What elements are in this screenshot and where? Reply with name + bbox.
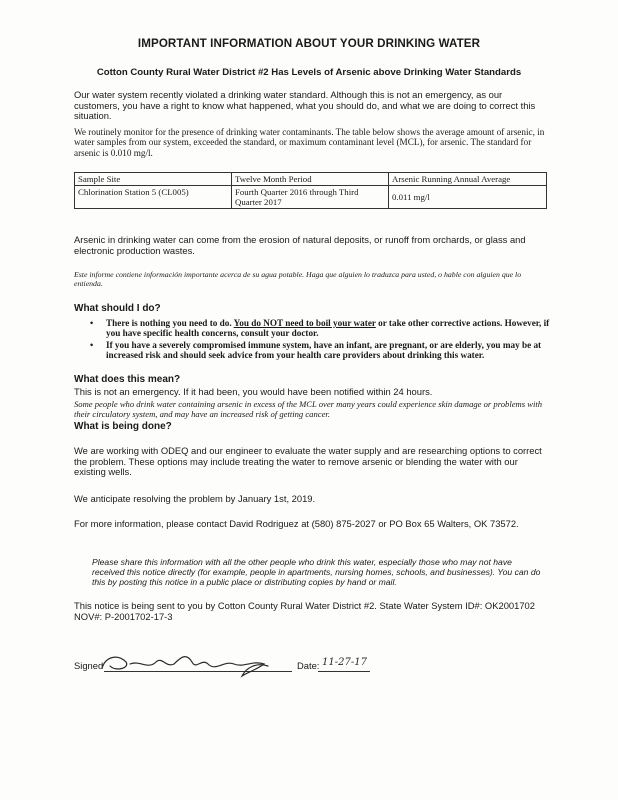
arsenic-source-paragraph: Arsenic in drinking water can come from the erosion of natural deposits, or runoff from orchards, or glass and electronic production wastes. (74, 234, 526, 256)
table-cell: 0.011 mg/l (389, 186, 547, 209)
being-done-text: We are working with ODEQ and our engineer to evaluate the water supply and are researching options to correct the problem. These options may include treating the water to remove arsenic or blending the water with our existing wells. (74, 445, 542, 478)
table-header-row (75, 173, 547, 186)
list-item: • If you have a severely compromised immune system, have an infant, are pregnant, or are elderly, you may be at increased risk and should seek advice from your health care providers about drinking this water. (90, 339, 542, 361)
bullet-icon: • (90, 339, 94, 350)
handwritten-signature-icon (96, 642, 286, 682)
anticipate-text: We anticipate resolving the problem by January 1st, 2019. (74, 493, 316, 504)
table-cell: Chlorination Station 5 (CL005) (75, 186, 232, 209)
table-header: Sample Site (75, 173, 232, 186)
what-should-heading: What should I do? (74, 303, 161, 314)
contact-text: For more information, please contact David Rodriguez at (580) 875-2027 or PO Box 65 Walters, OK 73572. (74, 518, 519, 529)
list-item: • There is nothing you need to do. You do NOT need to boil your water or take other corrective actions. However, if you have specific health concerns, consult your doctor. (90, 318, 550, 339)
what-mean-heading: What does this mean? (74, 374, 181, 385)
being-done-heading: What is being done? (74, 421, 172, 432)
boil-water-emphasis: You do NOT need to boil your water (233, 318, 376, 328)
health-effects-text: Some people who drink water containing arsenic in excess of the MCL over many years could experience skin damage or problems with their circulatory system, and may have an increased risk of getting cancer. (74, 399, 543, 419)
monitor-paragraph: We routinely monitor for the presence of drinking water contaminants. The table below shows the average amount of arsenic, in water samples from our system, exceeded the standard, or maximum contaminant level (MCL), for arsenic. The standard for arsenic is 0.010 mg/l. (74, 127, 545, 158)
date-label: Date: (297, 660, 320, 671)
table-header: Arsenic Running Annual Average (389, 173, 547, 186)
page-title: IMPORTANT INFORMATION ABOUT YOUR DRINKING WATER (137, 37, 481, 50)
what-mean-text: This is not an emergency. If it had been, you would have been notified within 24 hours. (74, 386, 433, 397)
table-cell: Fourth Quarter 2016 through Third Quarter 2017 (232, 186, 389, 209)
table-row (75, 186, 547, 209)
what-should-list (74, 318, 550, 361)
date-line (318, 671, 370, 672)
share-notice: Please share this information with all the other people who drink this water, especially those who may not have received this notice directly (for example, people in apartments, nursing homes, schools, and businesses). You can do this by posting this notice in a public place or distributing copies by hand or mail. (92, 557, 541, 587)
intro-paragraph: Our water system recently violated a drinking water standard. Although this is not an emergency, as our customers, you have a right to know what happened, what you should do, and what we are doing to correct this situation. (74, 89, 536, 122)
sent-by-text: This notice is being sent to you by Cotton County Rural Water District #2. State Water System ID#: OK2001702 NOV#: P-2001702-17-3 (74, 600, 535, 622)
date-value: 11-27-17 (322, 657, 367, 668)
page-subtitle: Cotton County Rural Water District #2 Has Levels of Arsenic above Drinking Water Standards (96, 67, 522, 78)
spanish-notice: Este informe contiene información importante acerca de su agua potable. Haga que alguien lo traduzca para usted, o hable con alguien que lo entienda. (74, 270, 522, 289)
table-header: Twelve Month Period (232, 173, 389, 186)
bullet-icon: • (90, 318, 94, 328)
arsenic-table (74, 172, 547, 209)
signed-label: Signed (74, 660, 104, 671)
